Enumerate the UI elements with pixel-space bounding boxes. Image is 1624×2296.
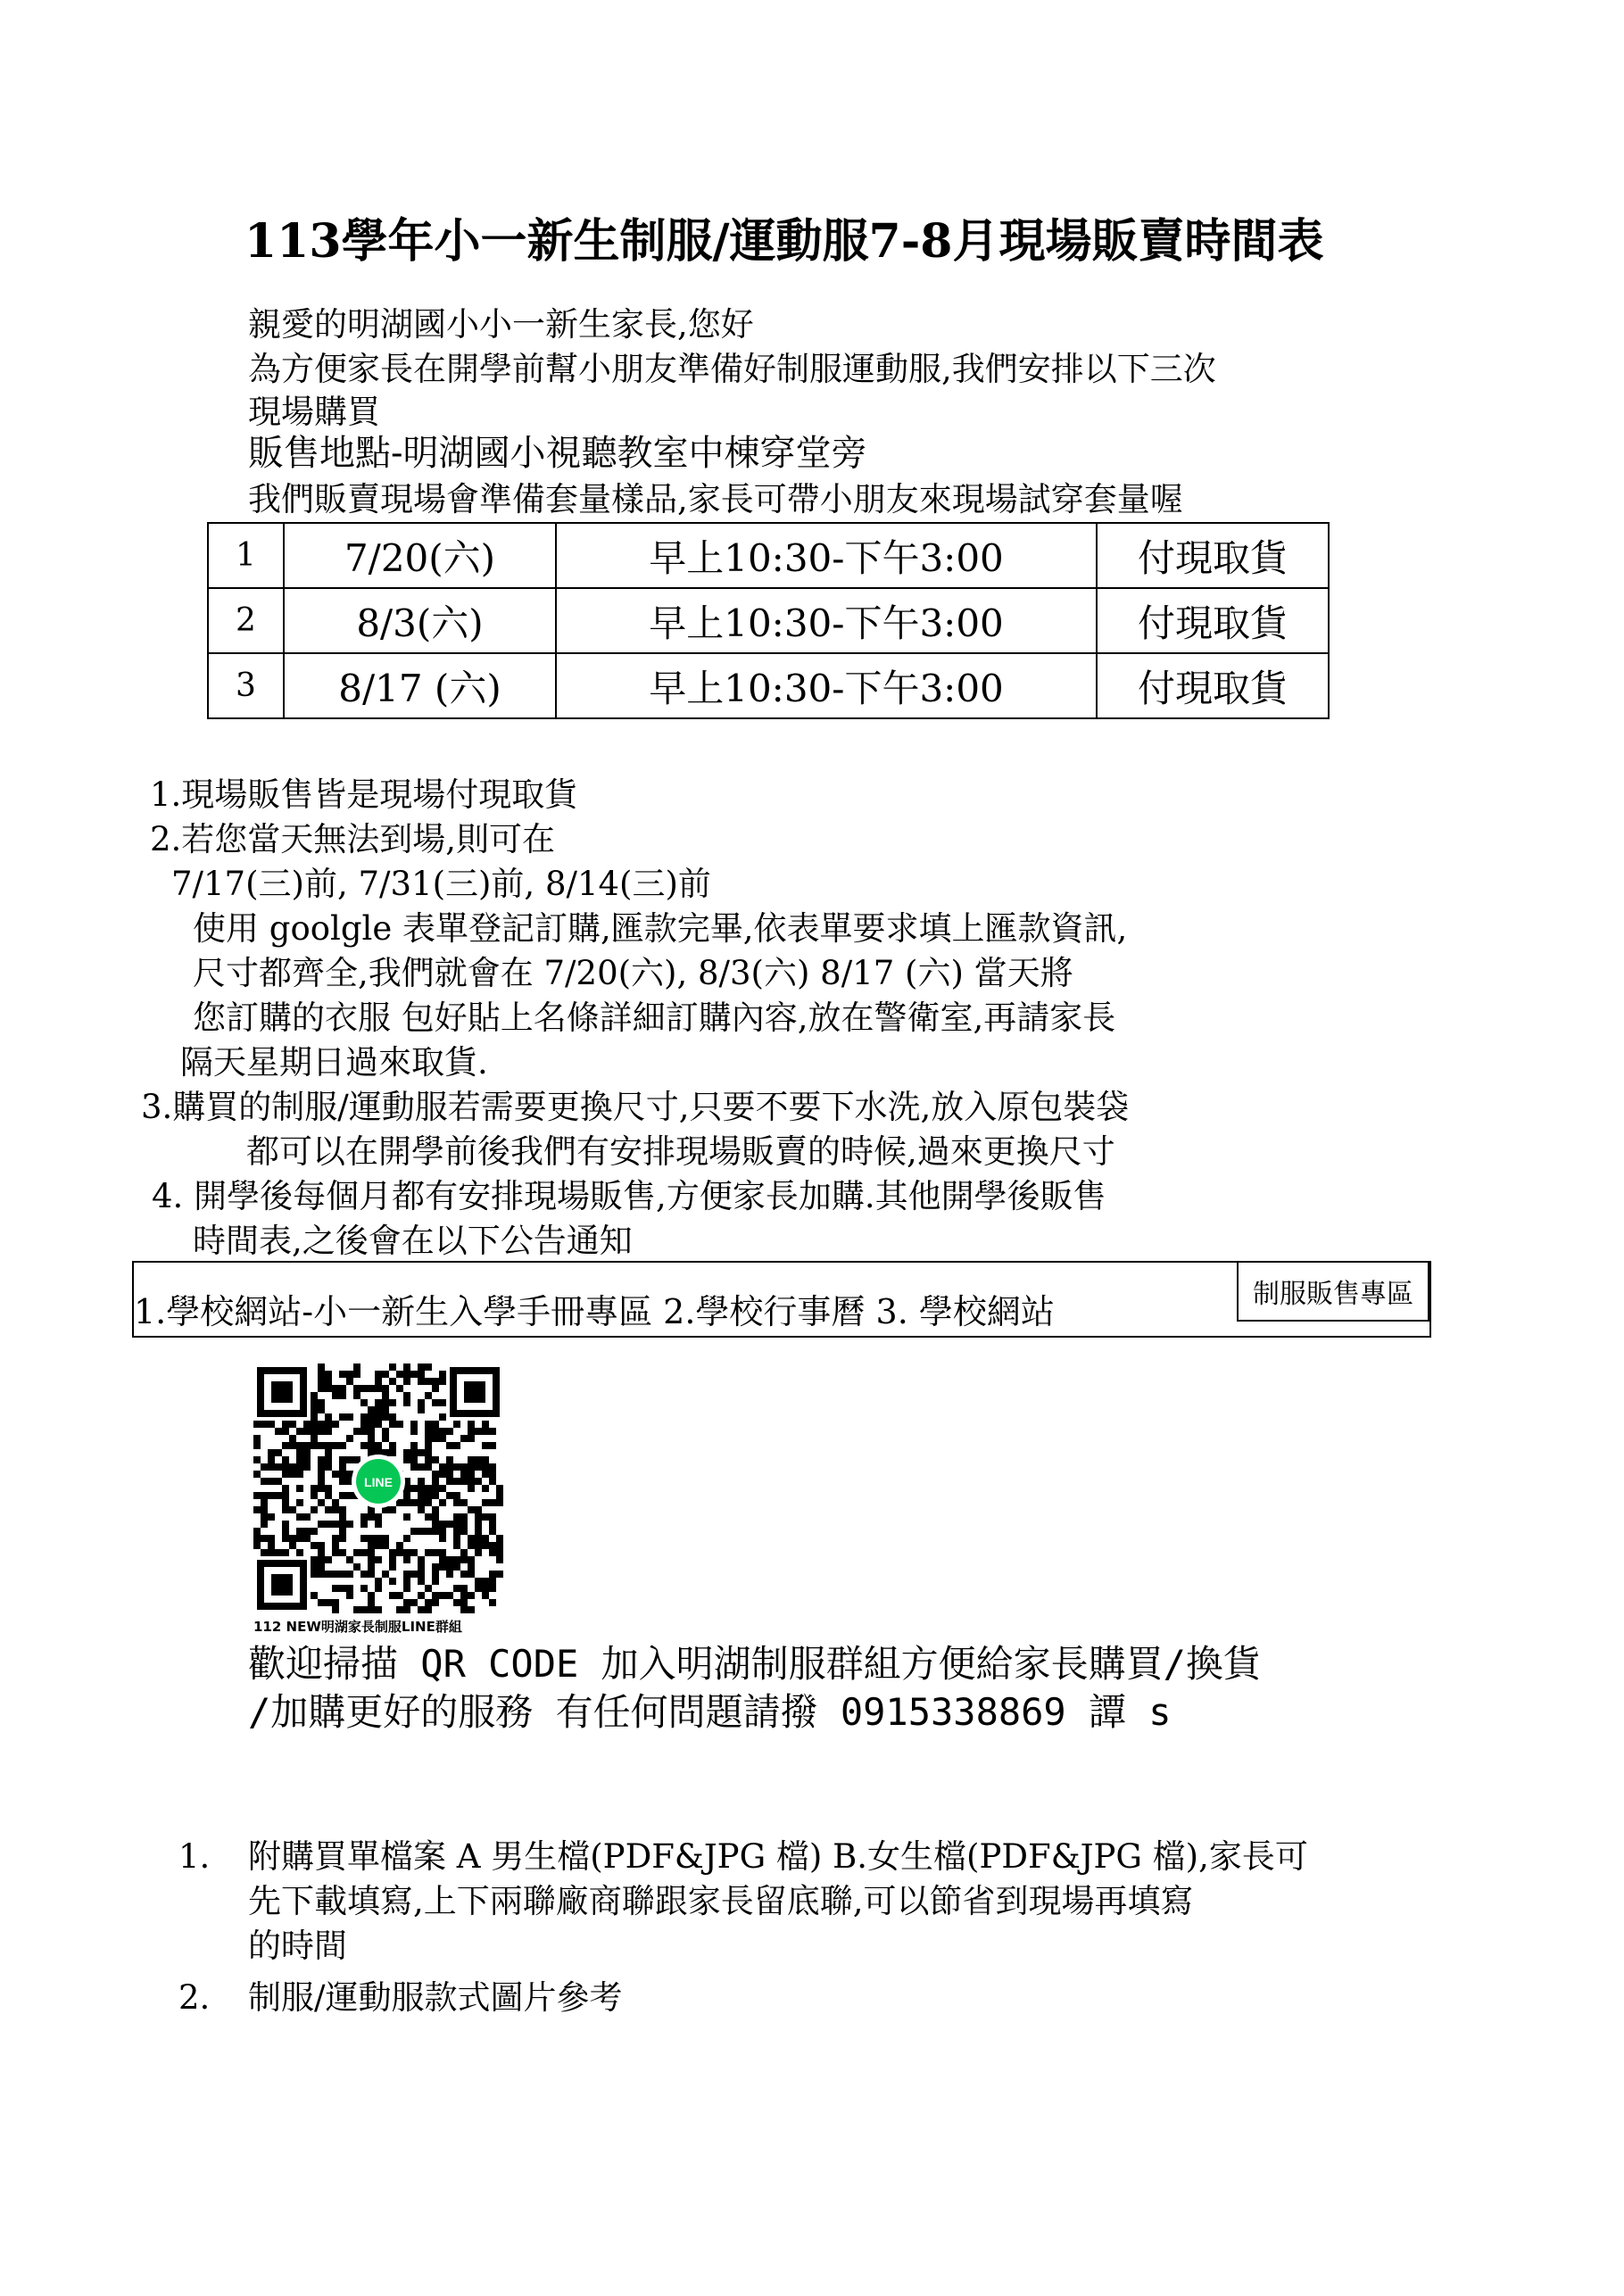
- intro-text: 為方便家長在開學前幫小朋友準備好制服運動服,我們安排以下三次: [248, 350, 1216, 388]
- note-4: 4. 開學後每個月都有安排現場販售,方便家長加購.其他開學後販售: [152, 1177, 1106, 1215]
- payment-method: 付現取貨: [1097, 588, 1329, 653]
- payment-method: 付現取貨: [1097, 653, 1329, 718]
- note-3-detail: 都可以在開學前後我們有安排現場販賣的時候,過來更換尺寸: [246, 1132, 1115, 1171]
- greeting: 親愛的明湖國小小一新生家長,您好: [248, 305, 754, 344]
- sale-location: 販售地點-明湖國小視聽教室中棟穿堂旁: [248, 433, 867, 474]
- row-number: 2: [208, 588, 284, 653]
- schedule-table: [207, 522, 1330, 719]
- note-2-detail: 使用 goolgle 表單登記訂購,匯款完畢,依表單要求填上匯款資訊,: [193, 909, 1128, 948]
- note-2-detail: 您訂購的衣服 包好貼上名條詳細訂購內容,放在警衛室,再請家長: [193, 999, 1116, 1037]
- table-row: [208, 588, 1329, 653]
- attachment-text: 的時間: [248, 1927, 347, 1965]
- attachment-text: 附購買單檔案 A 男生檔(PDF&JPG 檔) B.女生檔(PDF&JPG 檔),家長可: [248, 1837, 1308, 1876]
- attachment-text: 先下載填寫,上下兩聯廠商聯跟家長留底聯,可以節省到現場再填寫: [248, 1882, 1194, 1920]
- payment-method: 付現取貨: [1097, 523, 1329, 588]
- row-number: 1: [208, 523, 284, 588]
- note-2-deadlines: 7/17(三)前, 7/31(三)前, 8/14(三)前: [171, 865, 711, 903]
- table-row: [208, 523, 1329, 588]
- uniform-sale-section-tag: 制服販售專區: [1237, 1261, 1429, 1322]
- qr-finder-top-right: [450, 1367, 500, 1417]
- sale-time: 早上10:30-下午3:00: [556, 523, 1097, 588]
- note-2-detail: 尺寸都齊全,我們就會在 7/20(六), 8/3(六) 8/17 (六) 當天將: [193, 954, 1073, 992]
- welcome-line-1: 歡迎掃描 QR CODE 加入明湖制服群組方便給家長購買/換貨: [248, 1642, 1261, 1686]
- table-row: [208, 653, 1329, 718]
- sale-time: 早上10:30-下午3:00: [556, 653, 1097, 718]
- attachment-text: 制服/運動服款式圖片參考: [248, 1978, 623, 2017]
- sale-time: 早上10:30-下午3:00: [556, 588, 1097, 653]
- qr-finder-top-left: [257, 1367, 307, 1417]
- intro-text-continued: 現場購買: [248, 393, 380, 431]
- qr-finder-bottom-left: [257, 1560, 307, 1610]
- note-2-detail: 隔天星期日過來取貨.: [180, 1043, 488, 1082]
- sale-date: 8/17 (六): [284, 653, 556, 718]
- sale-date: 8/3(六): [284, 588, 556, 653]
- announcement-links: 1.學校網站-小一新生入學手冊專區 2.學校行事曆 3. 學校網站: [134, 1292, 1055, 1331]
- row-number: 3: [208, 653, 284, 718]
- welcome-line-2: /加購更好的服務 有任何問題請撥 0915338869 譚 s: [248, 1690, 1172, 1734]
- sample-note: 我們販賣現場會準備套量樣品,家長可帶小朋友來現場試穿套量喔: [248, 480, 1183, 518]
- note-1: 1.現場販售皆是現場付現取貨: [150, 775, 578, 814]
- note-3: 3.購買的制服/運動服若需要更換尺寸,只要不要下水洗,放入原包裝袋: [141, 1088, 1130, 1126]
- note-4-detail: 時間表,之後會在以下公告通知: [193, 1222, 633, 1260]
- page-title: 113學年小一新生制服/運動服7-8月現場販賣時間表: [244, 214, 1324, 269]
- qr-caption: 112 NEW明湖家長制服LINE群組: [253, 1619, 462, 1635]
- attachment-number: 1.: [178, 1837, 211, 1876]
- attachment-number: 2.: [178, 1978, 211, 2017]
- sale-date: 7/20(六): [284, 523, 556, 588]
- line-group-qr-code[interactable]: [253, 1364, 503, 1613]
- announcement-links-box: [132, 1261, 1431, 1338]
- line-logo-text: LINE: [364, 1475, 393, 1489]
- note-2: 2.若您當天無法到場,則可在: [150, 820, 556, 858]
